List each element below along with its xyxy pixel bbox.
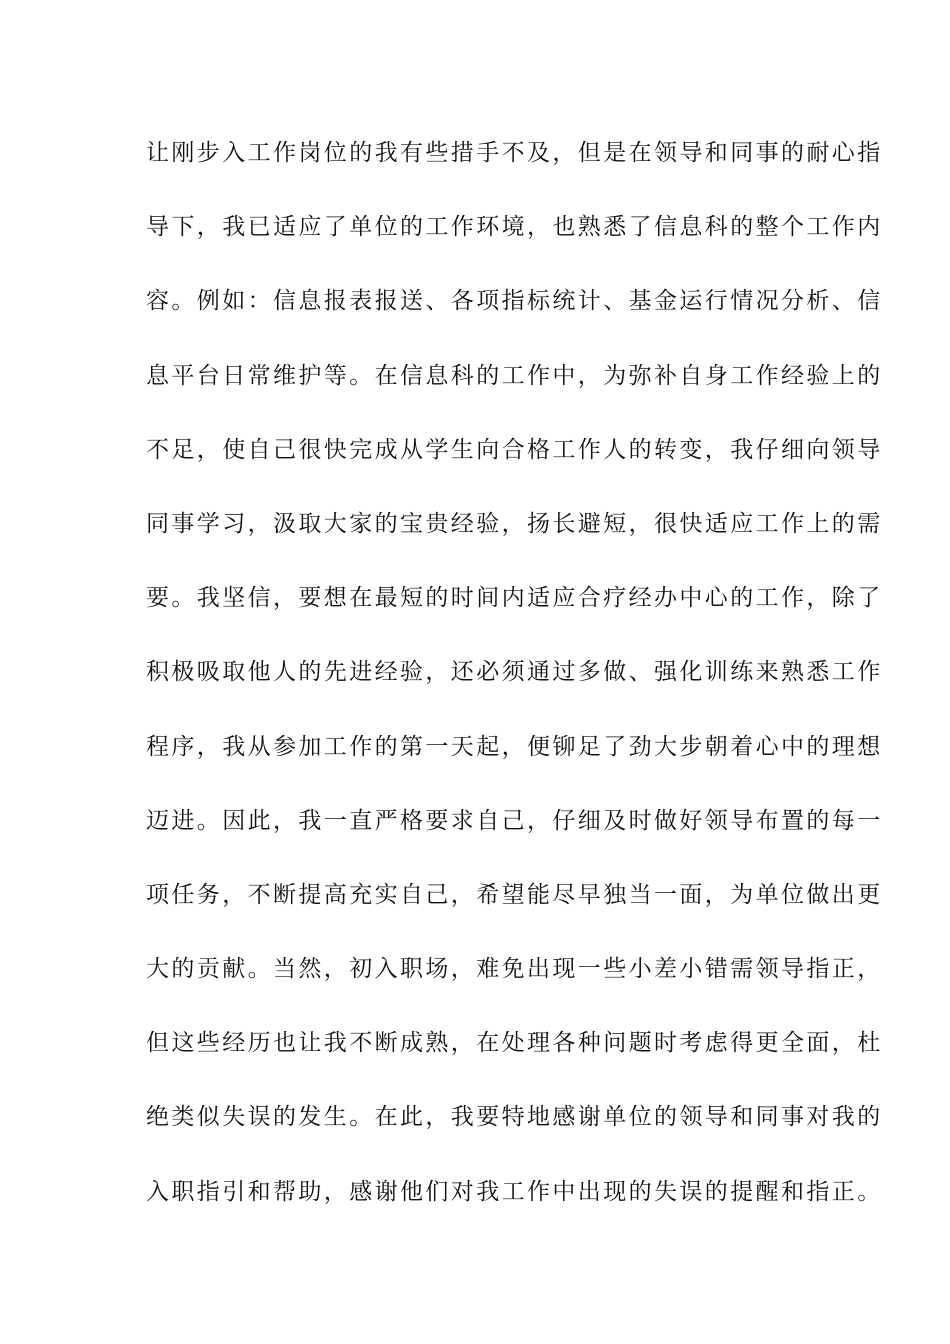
text-line: 但这些经历也让我不断成熟，在处理各种问题时考虑得更全面，杜 xyxy=(146,1030,883,1057)
text-line: 迈进。因此，我一直严格要求自己，仔细及时做好领导布置的每一 xyxy=(146,807,883,834)
text-line: 容。例如：信息报表报送、各项指标统计、基金运行情况分析、信 xyxy=(146,288,883,315)
text-line: 入职指引和帮助，感谢他们对我工作中出现的失误的提醒和指正。 xyxy=(146,1178,883,1205)
text-line: 同事学习，汲取大家的宝贵经验，扬长避短，很快适应工作上的需 xyxy=(146,510,883,537)
text-line: 绝类似失误的发生。在此，我要特地感谢单位的领导和同事对我的 xyxy=(146,1104,883,1131)
text-line: 要。我坚信，要想在最短的时间内适应合疗经办中心的工作，除了 xyxy=(146,585,883,612)
text-line: 项任务，不断提高充实自己，希望能尽早独当一面，为单位做出更 xyxy=(146,881,883,908)
text-line: 积极吸取他人的先进经验，还必须通过多做、强化训练来熟悉工作 xyxy=(146,659,883,686)
text-line: 程序，我从参加工作的第一天起，便铆足了劲大步朝着心中的理想 xyxy=(146,733,883,760)
text-line: 不足，使自己很快完成从学生向合格工作人的转变，我仔细向领导 xyxy=(146,436,883,463)
body-paragraph xyxy=(146,128,883,1241)
text-line: 息平台日常维护等。在信息科的工作中，为弥补自身工作经验上的 xyxy=(146,362,883,389)
text-line: 大的贡献。当然，初入职场，难免出现一些小差小错需领导指正， xyxy=(146,956,883,983)
text-line: 让刚步入工作岗位的我有些措手不及，但是在领导和同事的耐心指 xyxy=(146,140,883,166)
text-line: 导下，我已适应了单位的工作环境，也熟悉了信息科的整个工作内 xyxy=(146,214,883,241)
